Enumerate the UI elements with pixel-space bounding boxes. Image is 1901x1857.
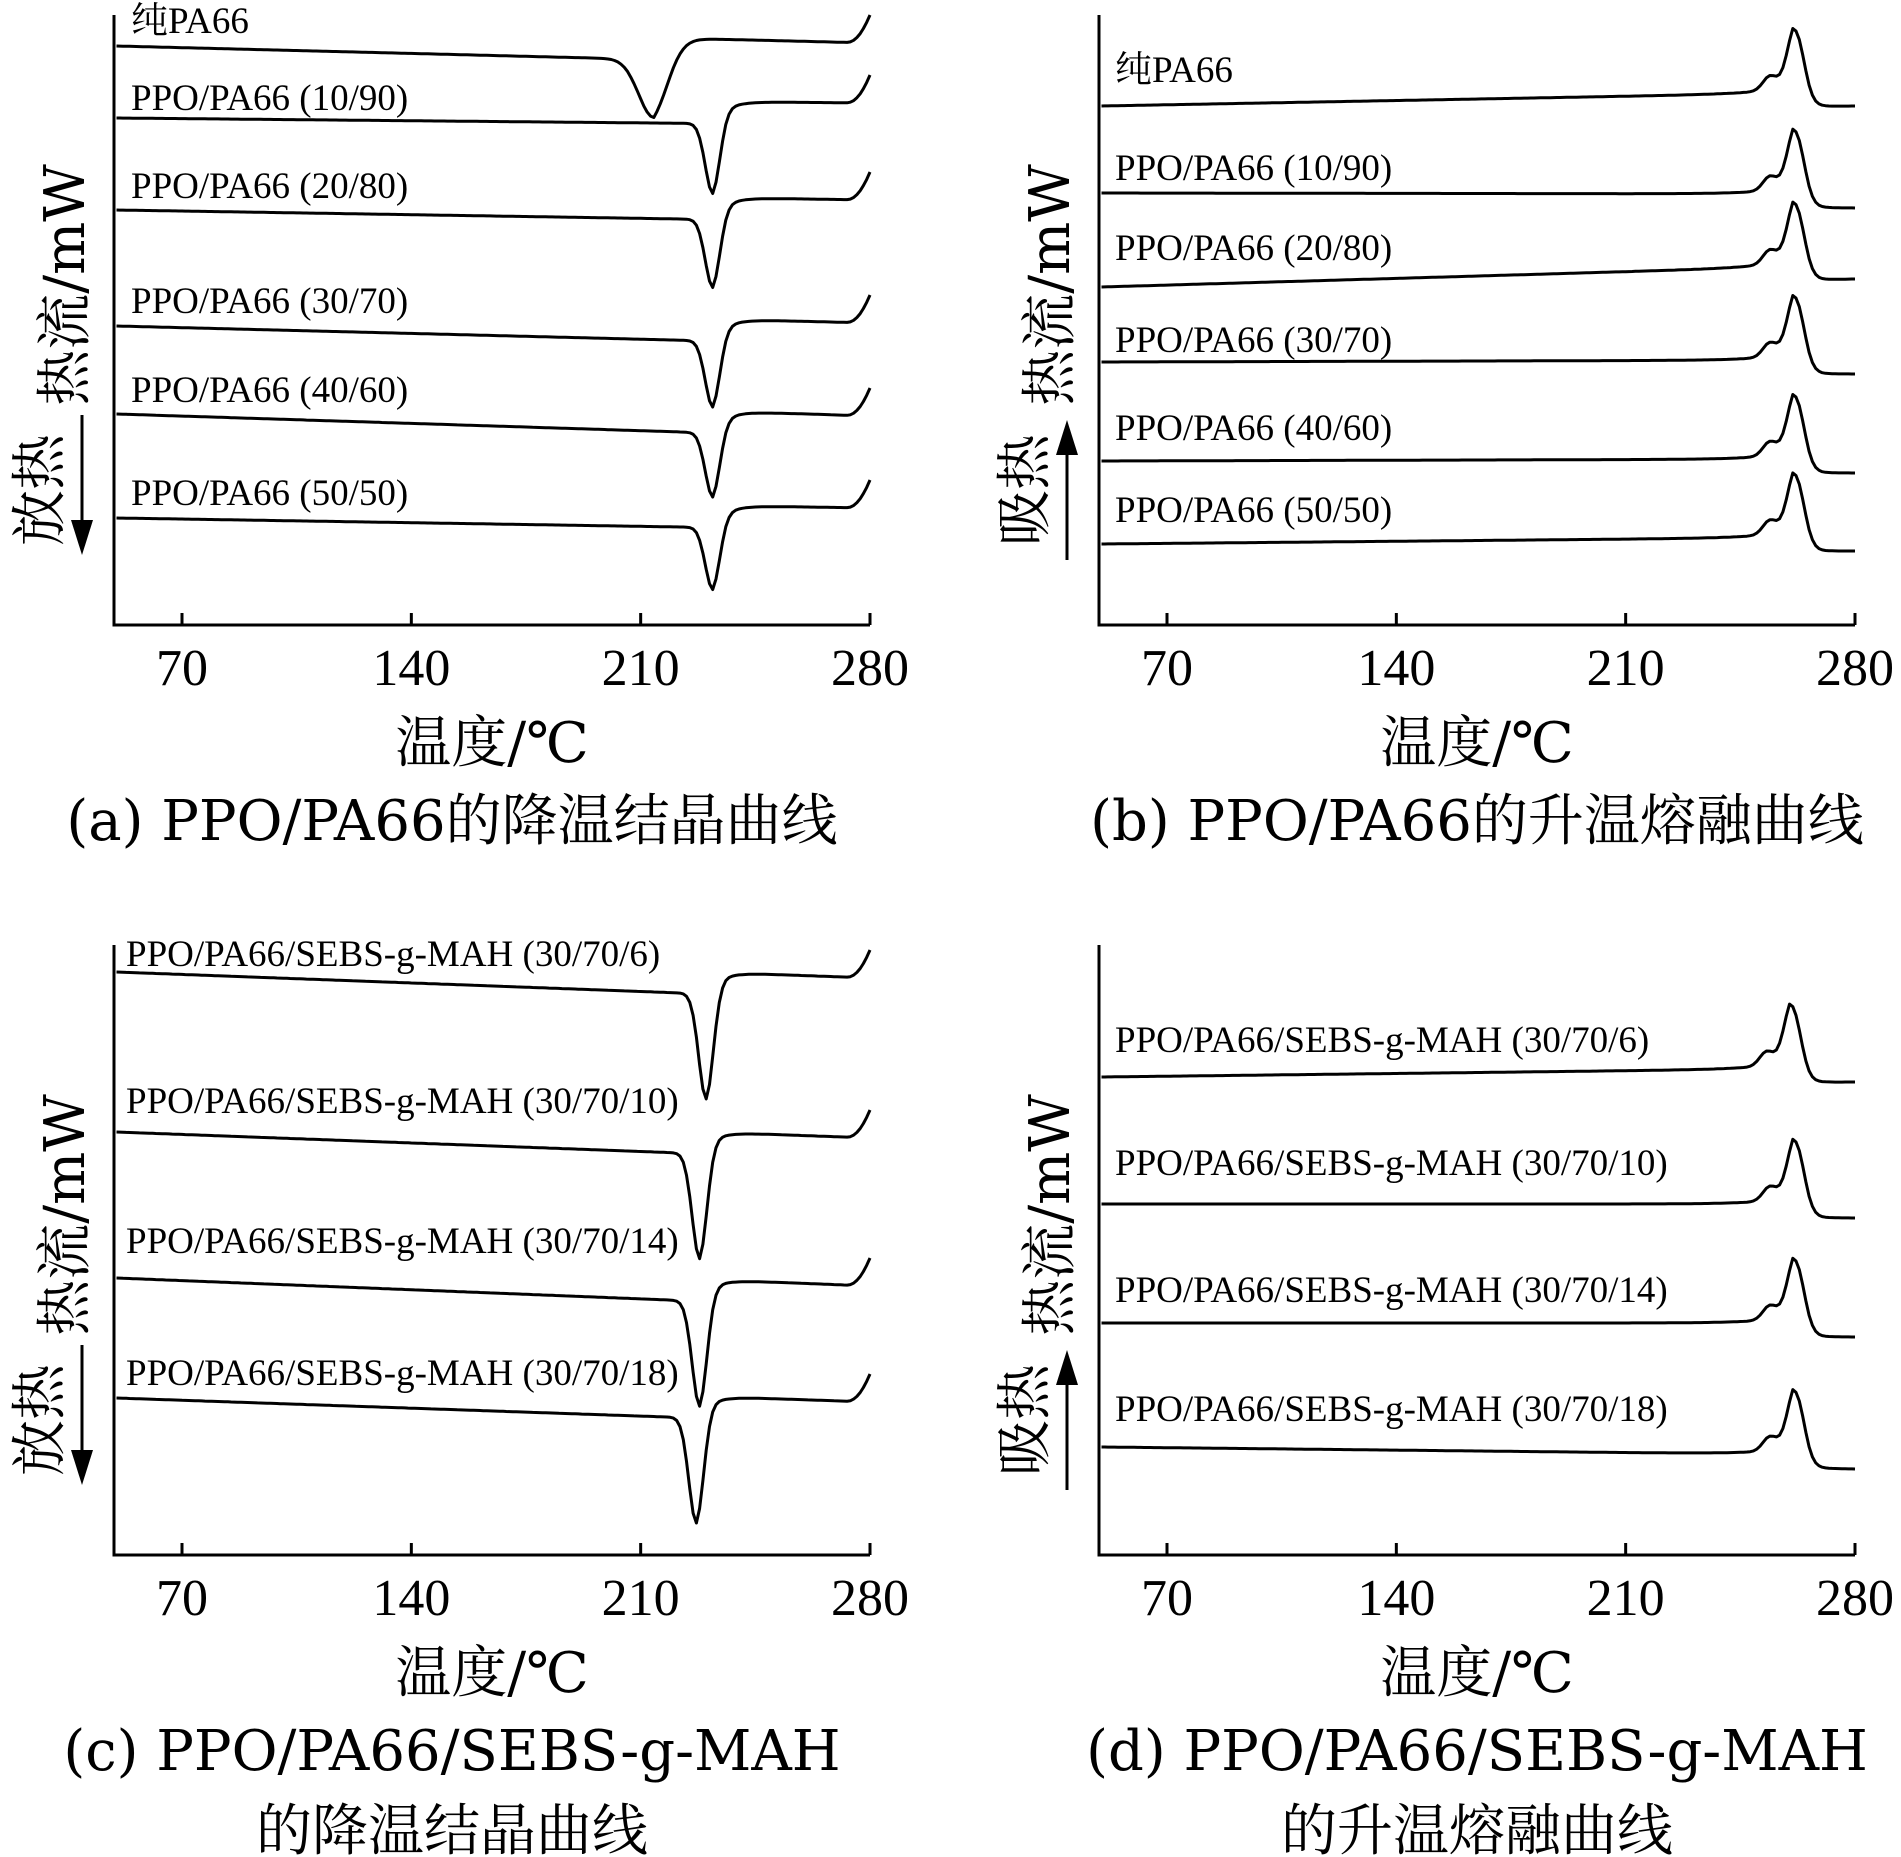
series-label: PPO/PA66 (50/50) bbox=[131, 473, 409, 514]
panel-caption: (d) PPO/PA66/SEBS-g-MAH bbox=[1086, 1719, 1868, 1784]
y-axis-label: 热流/mW bbox=[33, 164, 98, 406]
series-label: PPO/PA66/SEBS-g-MAH (30/70/14) bbox=[1115, 1270, 1668, 1311]
series-label: PPO/PA66/SEBS-g-MAH (30/70/18) bbox=[126, 1353, 679, 1394]
x-tick-label: 70 bbox=[1141, 1570, 1193, 1627]
panel-a bbox=[8, 1, 909, 854]
panel-c bbox=[8, 934, 909, 1857]
heat-direction-label: 吸热 bbox=[993, 1364, 1058, 1476]
y-axis-label: 热流/mW bbox=[1018, 164, 1083, 406]
x-tick-label: 210 bbox=[1586, 1570, 1665, 1627]
x-tick-label: 210 bbox=[601, 640, 680, 697]
x-tick-label: 70 bbox=[1141, 640, 1193, 697]
series-label: PPO/PA66 (40/60) bbox=[1115, 408, 1393, 449]
heat-direction-label: 放热 bbox=[8, 1364, 73, 1476]
y-axis-label: 热流/mW bbox=[33, 1094, 98, 1336]
x-tick-label: 140 bbox=[372, 640, 451, 697]
arrow-head-icon bbox=[71, 1450, 93, 1485]
series-label: PPO/PA66 (10/90) bbox=[1115, 148, 1393, 189]
series-label: 纯PA66 bbox=[1115, 50, 1233, 91]
arrow-head-icon bbox=[1056, 420, 1078, 455]
panel-caption: 的升温熔融曲线 bbox=[1281, 1799, 1673, 1857]
series-label: PPO/PA66/SEBS-g-MAH (30/70/10) bbox=[126, 1081, 679, 1122]
x-tick-label: 280 bbox=[1816, 1570, 1894, 1627]
series-label: PPO/PA66/SEBS-g-MAH (30/70/6) bbox=[126, 934, 661, 975]
series-label: PPO/PA66 (30/70) bbox=[131, 281, 409, 322]
x-tick-label: 210 bbox=[1586, 640, 1665, 697]
arrow-head-icon bbox=[1056, 1350, 1078, 1385]
series-label: PPO/PA66 (40/60) bbox=[131, 370, 409, 411]
panel-b bbox=[993, 15, 1894, 854]
panel-caption: (c) PPO/PA66/SEBS-g-MAH bbox=[63, 1719, 841, 1784]
series-label: PPO/PA66 (50/50) bbox=[1115, 490, 1393, 531]
x-tick-label: 70 bbox=[156, 640, 208, 697]
x-tick-label: 140 bbox=[372, 1570, 451, 1627]
x-axis-label: 温度/℃ bbox=[1380, 1641, 1574, 1706]
x-tick-label: 280 bbox=[831, 1570, 909, 1627]
series-label: 纯PA66 bbox=[131, 1, 249, 42]
series-label: PPO/PA66 (20/80) bbox=[131, 166, 409, 207]
panel-caption: (a) PPO/PA66的降温结晶曲线 bbox=[66, 789, 838, 854]
panel-caption: (b) PPO/PA66的升温熔融曲线 bbox=[1090, 789, 1864, 854]
series-label: PPO/PA66/SEBS-g-MAH (30/70/18) bbox=[1115, 1389, 1668, 1430]
x-axis-label: 温度/℃ bbox=[395, 711, 589, 776]
x-tick-label: 210 bbox=[601, 1570, 680, 1627]
x-tick-label: 280 bbox=[1816, 640, 1894, 697]
x-tick-label: 280 bbox=[831, 640, 909, 697]
series-label: PPO/PA66 (20/80) bbox=[1115, 228, 1393, 269]
series-label: PPO/PA66/SEBS-g-MAH (30/70/14) bbox=[126, 1221, 679, 1262]
panel-d bbox=[993, 945, 1894, 1857]
series-label: PPO/PA66/SEBS-g-MAH (30/70/10) bbox=[1115, 1143, 1668, 1184]
series-label: PPO/PA66 (10/90) bbox=[131, 78, 409, 119]
x-axis-label: 温度/℃ bbox=[395, 1641, 589, 1706]
dsc-curve bbox=[117, 1374, 871, 1523]
heat-direction-label: 吸热 bbox=[993, 434, 1058, 546]
arrow-head-icon bbox=[71, 520, 93, 555]
series-label: PPO/PA66 (30/70) bbox=[1115, 320, 1393, 361]
x-tick-label: 140 bbox=[1357, 1570, 1436, 1627]
x-tick-label: 140 bbox=[1357, 640, 1436, 697]
x-tick-label: 70 bbox=[156, 1570, 208, 1627]
y-axis-label: 热流/mW bbox=[1018, 1094, 1083, 1336]
series-label: PPO/PA66/SEBS-g-MAH (30/70/6) bbox=[1115, 1020, 1650, 1061]
panel-caption: 的降温结晶曲线 bbox=[256, 1799, 648, 1857]
x-axis-label: 温度/℃ bbox=[1380, 711, 1574, 776]
heat-direction-label: 放热 bbox=[8, 434, 73, 546]
